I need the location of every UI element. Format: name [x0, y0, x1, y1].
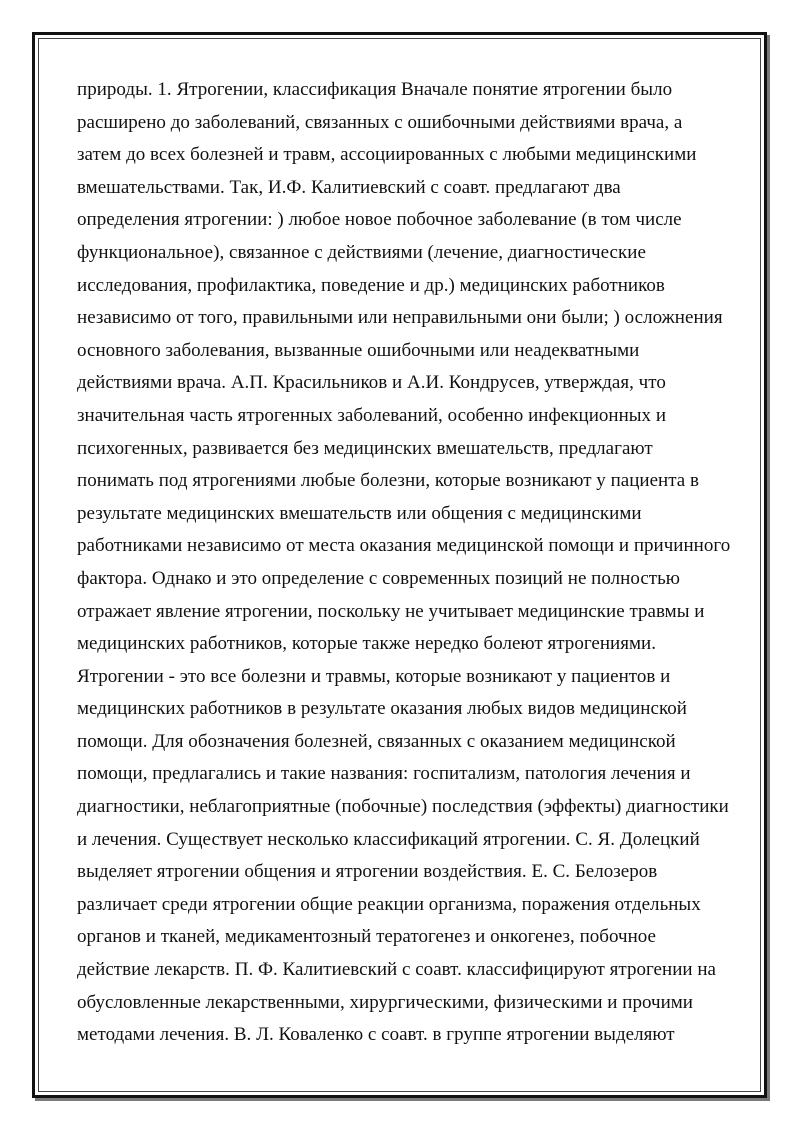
text-line: помощи, предлагались и такие названия: госпитализм, патология лечения и: [77, 763, 691, 785]
text-line: затем до всех болезней и травм, ассоциированных с любыми медицинскими: [77, 144, 697, 166]
text-line: психогенных, развивается без медицинских вмешательств, предлагают: [77, 437, 653, 459]
text-line: отражает явление ятрогении, поскольку не учитывает медицинские травмы и: [77, 600, 705, 622]
text-line: основного заболевания, вызванные ошибочными или неадекватными: [77, 339, 640, 361]
text-line: методами лечения. В. Л. Коваленко с соавт. в группе ятрогении выделяют: [77, 1024, 675, 1046]
text-line: функциональное), связанное с действиями (лечение, диагностические: [77, 241, 646, 263]
text-line: и лечения. Существует несколько классификаций ятрогении. С. Я. Долецкий: [77, 828, 700, 850]
text-line: работниками независимо от места оказания медицинской помощи и причинного: [77, 535, 731, 557]
text-line: независимо от того, правильными или неправильными они были; ) осложнения: [77, 307, 723, 329]
text-line: органов и тканей, медикаментозный тератогенез и онкогенез, побочное: [77, 926, 656, 948]
text-line: исследования, профилактика, поведение и др.) медицинских работников: [77, 274, 665, 296]
document-body: [77, 74, 737, 1052]
text-line: фактора. Однако и это определение с современных позиций не полностью: [77, 567, 680, 589]
text-line: определения ятрогении: ) любое новое побочное заболевание (в том числе: [77, 209, 682, 231]
text-line: Ятрогении - это все болезни и травмы, которые возникают у пациентов и: [77, 665, 671, 687]
text-line: выделяет ятрогении общения и ятрогении воздействия. Е. С. Белозеров: [77, 861, 658, 883]
text-line: обусловленные лекарственными, хирургическими, физическими и прочими: [77, 991, 693, 1013]
text-line: значительная часть ятрогенных заболеваний, особенно инфекционных и: [77, 404, 667, 426]
text-line: медицинских работников, которые также нередко болеют ятрогениями.: [77, 633, 656, 655]
text-line: вмешательствами. Так, И.Ф. Калитиевский с соавт. предлагают два: [77, 176, 621, 198]
text-line: медицинских работников в результате оказания любых видов медицинской: [77, 698, 687, 720]
text-line: действиями врача. А.П. Красильников и А.И. Кондрусев, утверждая, что: [77, 372, 666, 394]
text-line: расширено до заболеваний, связанных с ошибочными действиями врача, а: [77, 111, 683, 133]
text-line: природы. 1. Ятрогении, классификация Вначале понятие ятрогении было: [77, 79, 673, 100]
text-line: результате медицинских вмешательств или общения с медицинскими: [77, 502, 642, 524]
text-line: помощи. Для обозначения болезней, связанных с оказанием медицинской: [77, 730, 676, 752]
text-line: различает среди ятрогении общие реакции организма, поражения отдельных: [77, 893, 701, 915]
text-line: действие лекарств. П. Ф. Калитиевский с соавт. классифицируют ятрогении на: [77, 959, 716, 981]
text-line: диагностики, неблагоприятные (побочные) последствия (эффекты) диагностики: [77, 796, 729, 818]
text-line: понимать под ятрогениями любые болезни, которые возникают у пациента в: [77, 470, 700, 492]
